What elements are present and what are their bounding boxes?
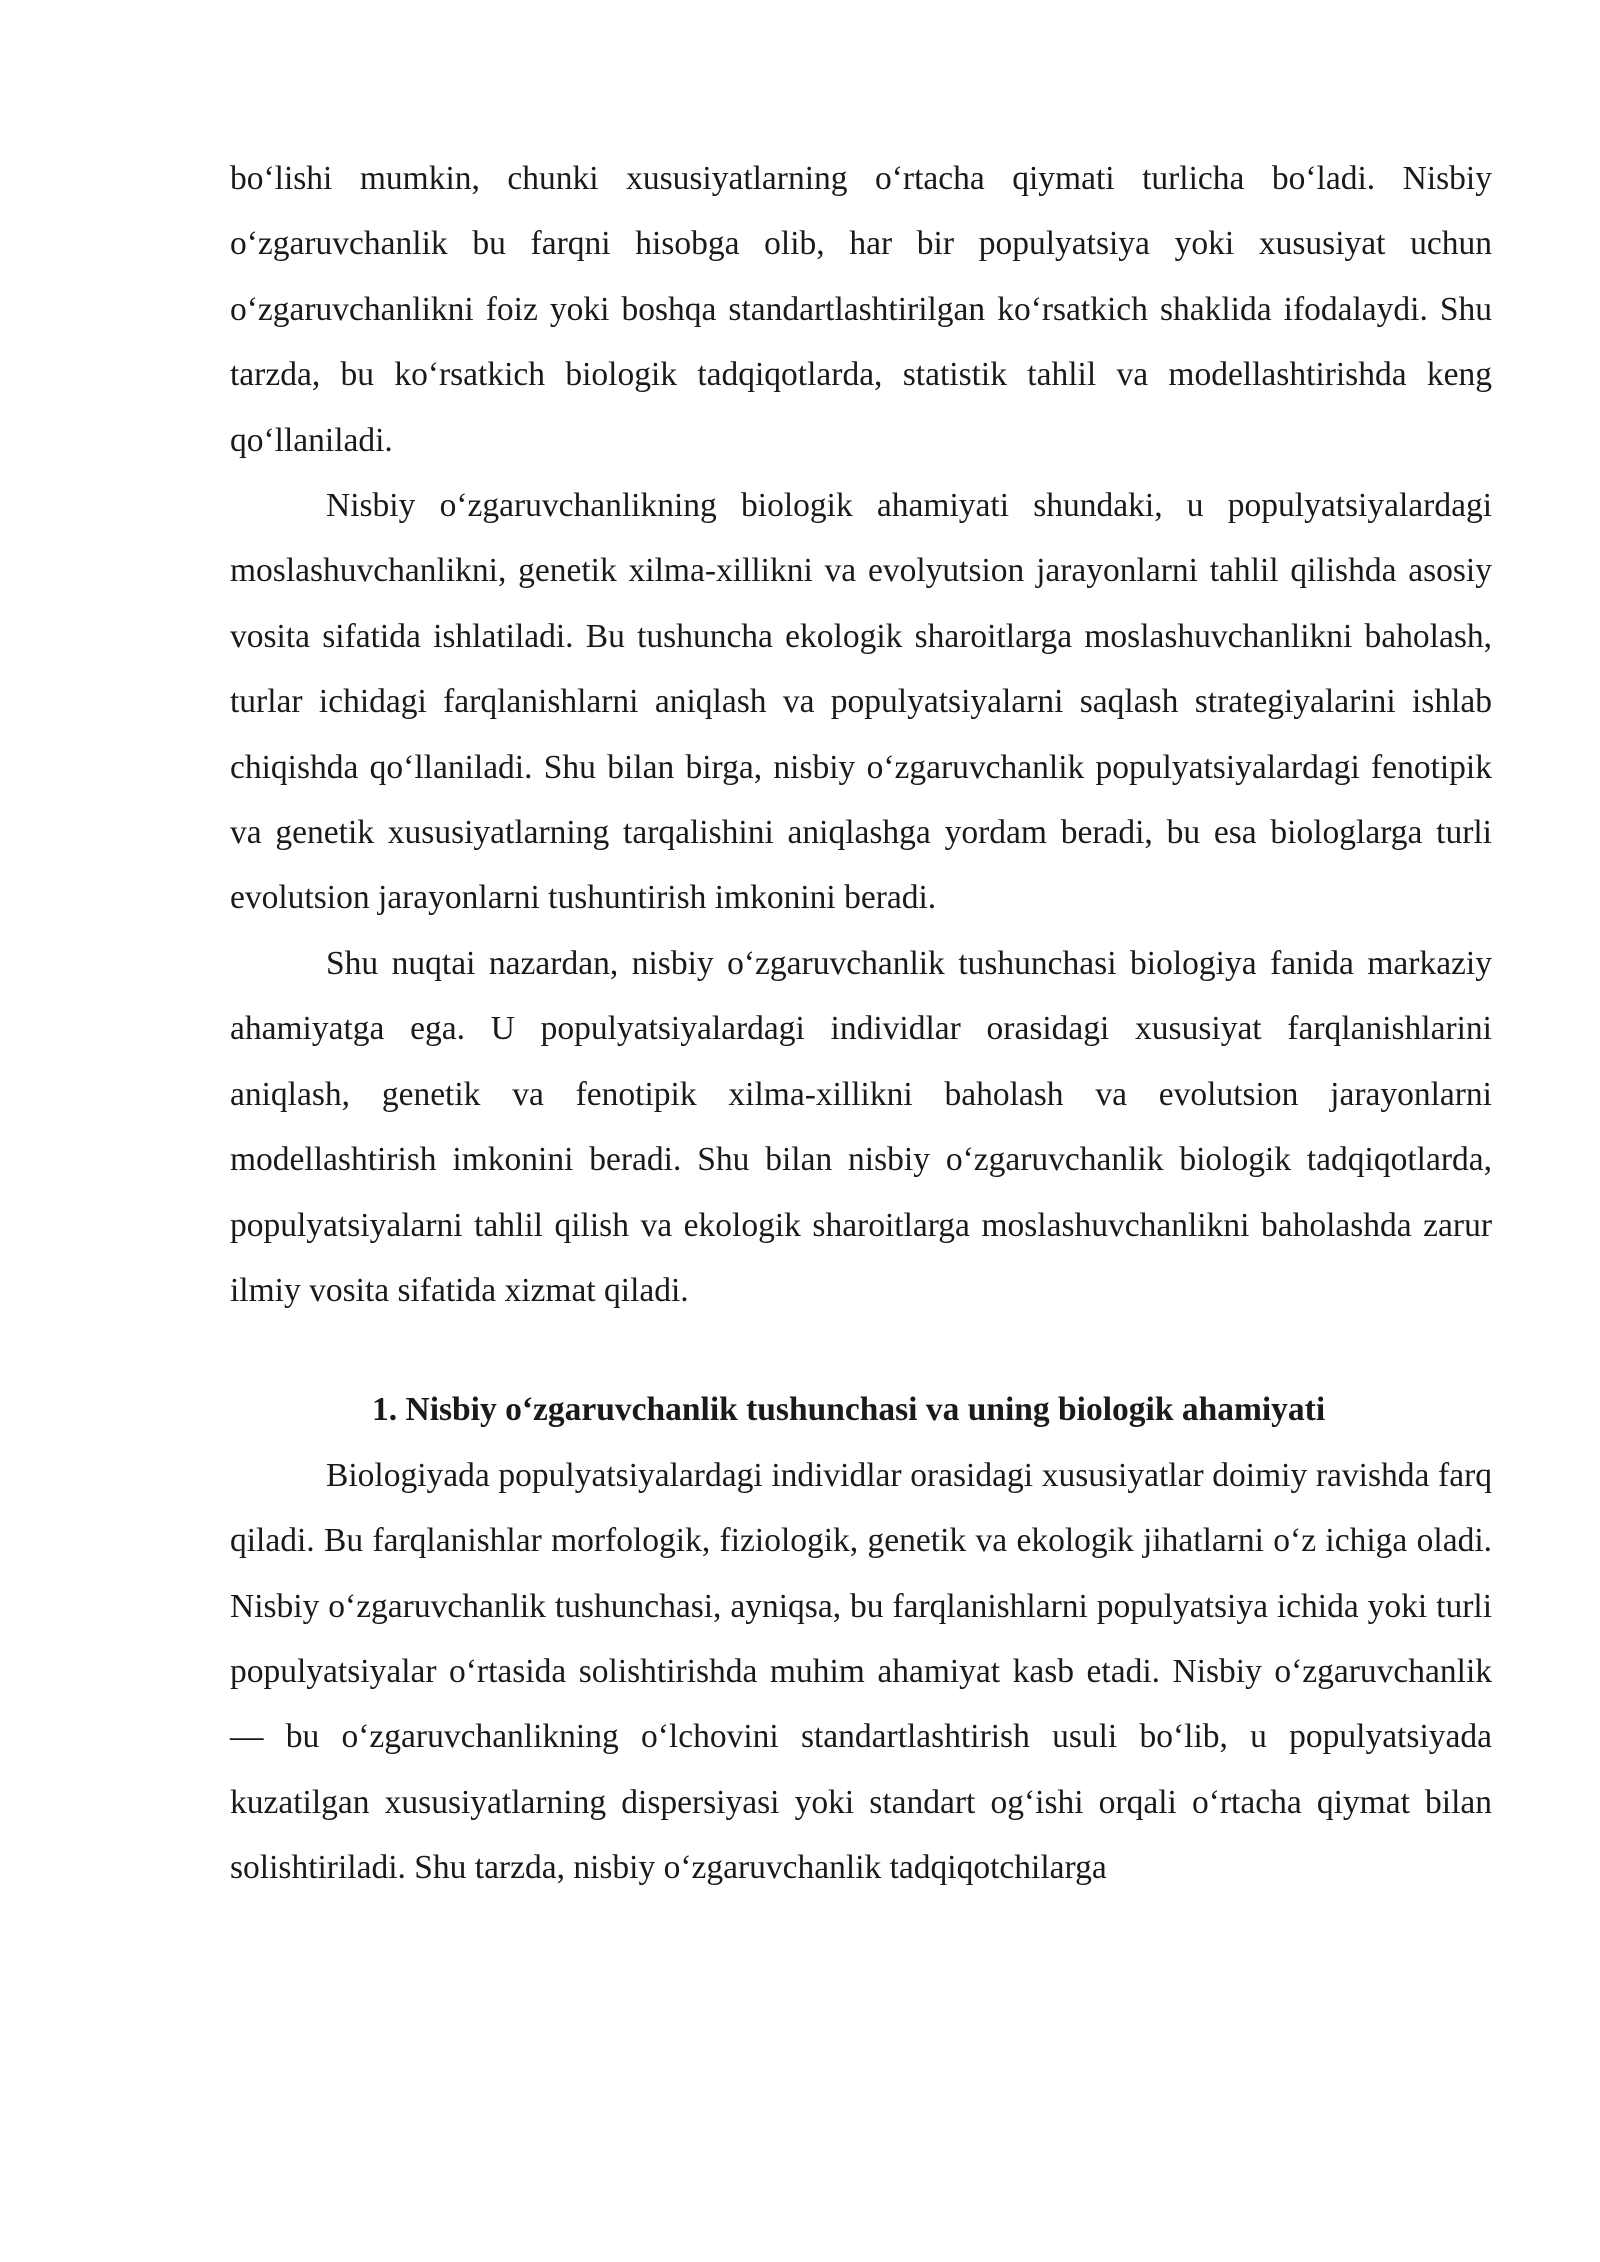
paragraph-4: Biologiyada populyatsiyalardagi individlar orasidagi xususiyatlar doimiy ravishda farq qiladi. Bu farqlanishlar morfologik, fiziologik, genetik va ekologik jihatlarni o‘z ichiga oladi. Nisbiy o‘zgaruvchanlik tushunchasi, ayniqsa, bu farqlanishlarni populyatsiya ichida yoki turli populyatsiyalar o‘rtasida solishtirishda muhim ahamiyat kasb etadi. Nisbiy o‘zgaruvchanlik — bu o‘zgaruvchanlikning o‘lchovini standartlashtirish usuli bo‘lib, u populyatsiyada kuzatilgan xususiyatlarning dispersiyasi yoki standart og‘ishi orqali o‘rtacha qiymat bilan solishtiriladi. Shu tarzda, nisbiy o‘zgaruvchanlik tadqiqotchilarga — [230, 1456, 1492, 1887]
paragraph-2: Nisbiy o‘zgaruvchanlikning biologik ahamiyati shundaki, u populyatsiyalardagi moslashuvchanlikni, genetik xilma-xillikni va evolyutsion jarayonlarni tahlil qilishda asosiy vosita sifatida ishlatiladi. Bu tushuncha ekologik sharoitlarga moslashuvchanlikni baholash, turlar ichidagi farqlanishlarni aniqlash va populyatsiyalarni saqlash strategiyalarini ishlab chiqishda qo‘llaniladi. Shu bilan birga, nisbiy o‘zgaruvchanlik populyatsiyalardagi fenotipik va genetik xususiyatlarning tarqalishini aniqlashga yordam beradi, bu esa biologlarga turli evolutsion jarayonlarni tushuntirish imkonini beradi. — [230, 487, 1492, 917]
paragraph-3: Shu nuqtai nazardan, nisbiy o‘zgaruvchanlik tushunchasi biologiya fanida markaziy ahamiyatga ega. U populyatsiyalardagi individlar orasidagi xususiyat farqlanishlarini aniqlash, genetik va fenotipik xilma-xillikni baholash va evolutsion jarayonlarni modellashtirish imkonini beradi. Shu bilan nisbiy o‘zgaruvchanlik biologik tadqiqotlarda, populyatsiyalarni tahlil qilish va ekologik sharoitlarga moslashuvchanlikni baholashda zarur ilmiy vosita sifatida xizmat qiladi. — [230, 944, 1492, 1309]
paragraph-1: bo‘lishi mumkin, chunki xususiyatlarning o‘rtacha qiymati turlicha bo‘ladi. Nisbiy o‘zgaruvchanlik bu farqni hisobga olib, har bir populyatsiya yoki xususiyat uchun o‘zgaruvchanlikni foiz yoki boshqa standartlashtirilgan ko‘rsatkich shaklida ifodalaydi. Shu tarzda, bu ko‘rsatkich biologik tadqiqotlarda, statistik tahlil va modellashtirishda keng qo‘llaniladi. — [230, 160, 1492, 459]
section-heading: 1. Nisbiy o‘zgaruvchanlik tushunchasi va uning biologik ahamiyati — [372, 1391, 1326, 1429]
document-body — [230, 146, 1492, 1901]
